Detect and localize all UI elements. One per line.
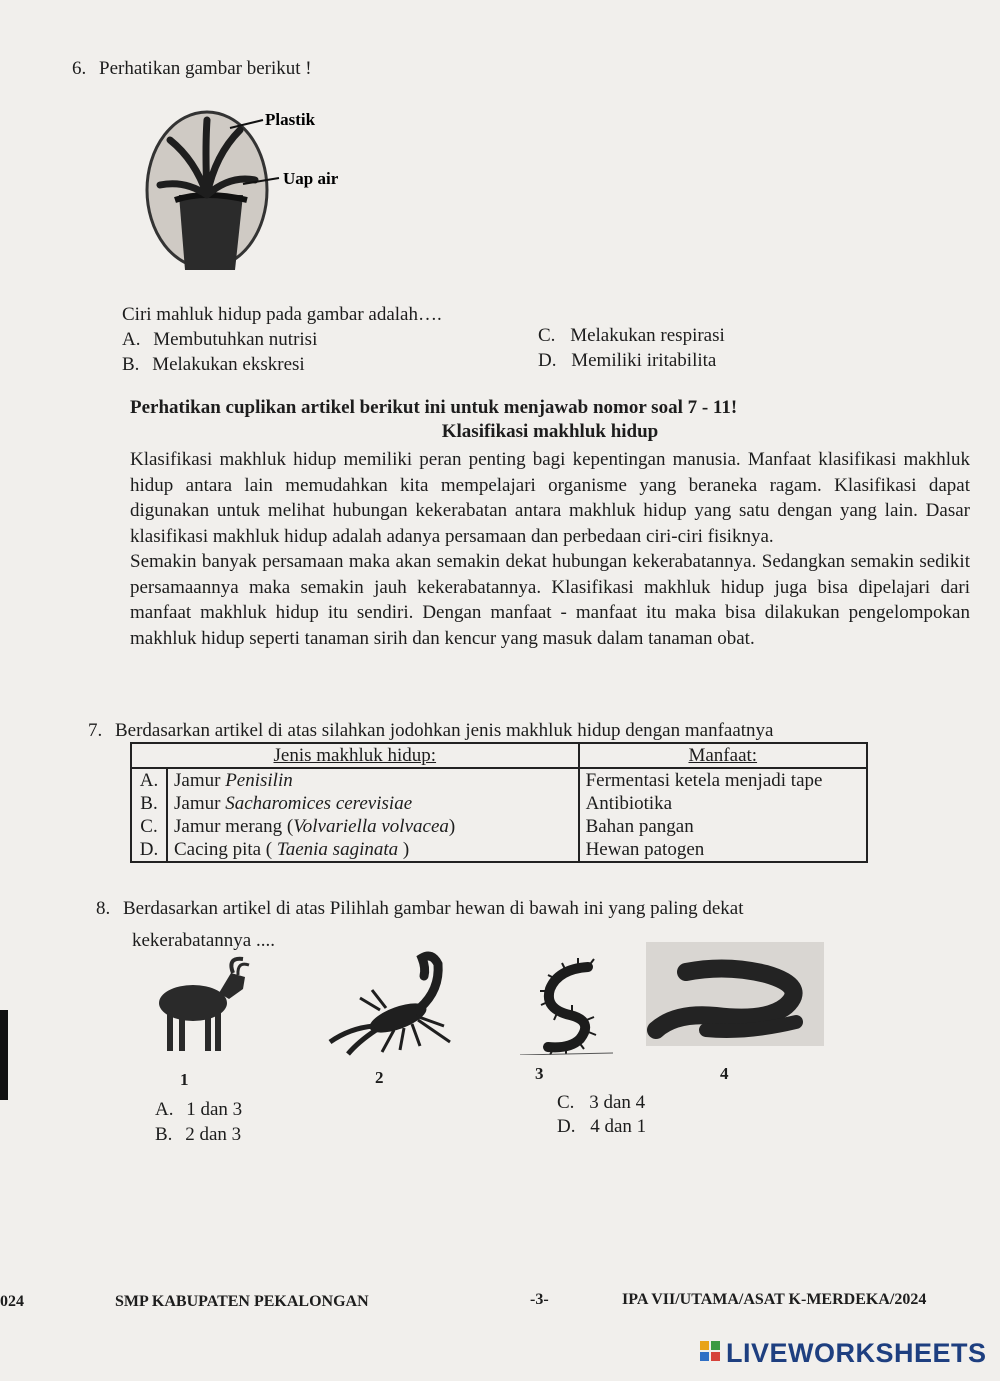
- image-number-1: 1: [180, 1070, 189, 1089]
- row-letter: C.: [131, 815, 167, 838]
- benefit-cell[interactable]: Hewan patogen: [579, 838, 867, 862]
- q6-number: 6.: [72, 58, 87, 79]
- col-jenis-header: Jenis makhluk hidup:: [131, 743, 579, 768]
- q8-number: 8.: [96, 898, 111, 919]
- q6-prompt: Perhatikan gambar berikut !: [99, 58, 312, 79]
- earthworm-image[interactable]: [646, 942, 824, 1046]
- scorpion-image[interactable]: [320, 950, 470, 1060]
- plant-in-bag-figure: [145, 100, 345, 280]
- option-text: Memiliki iritabilita: [571, 350, 717, 371]
- option-letter: C.: [538, 325, 556, 346]
- benefit-cell[interactable]: Bahan pangan: [579, 815, 867, 838]
- option-text: 2 dan 3: [185, 1124, 242, 1145]
- q6-option-d[interactable]: [538, 350, 716, 372]
- option-letter: A.: [122, 329, 141, 350]
- article-title: Klasifikasi makhluk hidup: [441, 421, 659, 442]
- organism-cell[interactable]: [167, 838, 579, 862]
- q8-option-a[interactable]: [155, 1099, 242, 1121]
- benefit-cell[interactable]: Fermentasi ketela menjadi tape: [579, 768, 867, 792]
- liveworksheets-logo[interactable]: [700, 1338, 987, 1370]
- table-row: [131, 815, 867, 838]
- q8-option-b[interactable]: [155, 1124, 241, 1146]
- goat-image[interactable]: [145, 955, 250, 1055]
- footer-page-number: -3-: [530, 1291, 549, 1308]
- article-body: [130, 447, 970, 651]
- q6-header: [72, 58, 312, 80]
- organism-name: Jamur: [174, 793, 226, 814]
- benefit-cell[interactable]: Antibiotika: [579, 792, 867, 815]
- footer-school: SMP KABUPATEN PEKALONGAN: [115, 1293, 369, 1310]
- organism-suffix: ): [448, 816, 456, 837]
- option-text: Membutuhkan nutrisi: [153, 329, 318, 350]
- option-letter: B.: [122, 354, 140, 375]
- organism-cell[interactable]: [167, 792, 579, 815]
- q6-option-b[interactable]: [122, 354, 305, 376]
- option-letter: D.: [557, 1116, 576, 1137]
- option-text: 3 dan 4: [589, 1092, 646, 1113]
- q8-question-line2: kekerabatannya ....: [132, 930, 275, 951]
- q8-header: [96, 898, 743, 920]
- option-text: 1 dan 3: [186, 1099, 243, 1120]
- q6-option-c[interactable]: [538, 325, 725, 347]
- organism-name: Jamur: [174, 770, 226, 791]
- table-row: [131, 838, 867, 862]
- footer-exam-code: IPA VII/UTAMA/ASAT K-MERDEKA/2024: [622, 1291, 927, 1308]
- organism-latin: Taenia saginata: [276, 839, 399, 860]
- q8-option-c[interactable]: [557, 1092, 645, 1114]
- q7-header: [88, 720, 773, 742]
- organism-suffix: ): [398, 839, 410, 860]
- option-text: 4 dan 1: [590, 1116, 647, 1137]
- centipede-image[interactable]: [518, 955, 618, 1055]
- scan-edge-shadow: [0, 1010, 8, 1100]
- col-manfaat-header: Manfaat:: [579, 743, 867, 768]
- row-letter: D.: [131, 838, 167, 862]
- organism-latin: Volvariella volvacea: [293, 816, 449, 837]
- organism-latin: Sacharomices cerevisiae: [225, 793, 413, 814]
- article-paragraph-1: Klasifikasi makhluk hidup memiliki peran penting bagi kepentingan manusia. Manfaat klasifikasi makhluk hidup antara lain memudahkan kita mempelajari organisme yang beraneka ragam. Klasifikasi dapat digunakan untuk melihat hubungan kekerabatan antara makhluk hidup yang satu dengan yang lain. Dasar klasifikasi makhluk hidup adalah adanya persamaan dan perbedaan ciri-ciri fisiknya.: [130, 449, 970, 547]
- q8-question-line1: Berdasarkan artikel di atas Pilihlah gambar hewan di bawah ini yang paling dekat: [123, 898, 744, 919]
- table-row: [131, 768, 867, 792]
- table-header-row: [131, 743, 867, 768]
- q6-question: Ciri mahluk hidup pada gambar adalah….: [122, 304, 442, 325]
- option-text: Melakukan respirasi: [570, 325, 725, 346]
- option-letter: D.: [538, 350, 557, 371]
- organism-cell[interactable]: [167, 768, 579, 792]
- organism-latin: Penisilin: [225, 770, 293, 791]
- organism-name: Jamur merang (: [174, 816, 294, 837]
- label-uap-air: Uap air: [283, 169, 339, 188]
- label-plastik: Plastik: [265, 110, 316, 129]
- row-letter: A.: [131, 768, 167, 792]
- option-letter: C.: [557, 1092, 575, 1113]
- matching-table: [130, 742, 868, 863]
- image-number-3: 3: [535, 1064, 544, 1083]
- q7-number: 7.: [88, 720, 103, 741]
- image-number-4: 4: [720, 1064, 729, 1083]
- option-letter: B.: [155, 1124, 173, 1145]
- table-row: [131, 792, 867, 815]
- q6-option-a[interactable]: [122, 329, 317, 351]
- row-letter: B.: [131, 792, 167, 815]
- footer-left-fragment: 024: [0, 1293, 24, 1310]
- liveworksheets-grid-icon: [700, 1339, 722, 1370]
- image-number-2: 2: [375, 1068, 384, 1087]
- q7-question: Berdasarkan artikel di atas silahkan jodohkan jenis makhluk hidup dengan manfaatnya: [115, 720, 774, 741]
- q8-option-d[interactable]: [557, 1116, 646, 1138]
- article-paragraph-2: Semakin banyak persamaan maka akan semakin dekat hubungan kekerabatannya. Sedangkan semakin sedikit persamaannya maka semakin jauh kekerabatannya. Klasifikasi makhluk hidup juga bisa dipelajari dari manfaat makhluk hidup itu sendiri. Dengan manfaat - manfaat itu maka bisa dilakukan pengelompokan makhluk hidup seperti tanaman sirih dan kencur yang masuk dalam tanaman obat.: [130, 551, 970, 649]
- option-letter: A.: [155, 1099, 174, 1120]
- organism-name: Cacing pita (: [174, 839, 277, 860]
- article-instruction: Perhatikan cuplikan artikel berikut ini untuk menjawab nomor soal 7 - 11!: [130, 397, 738, 418]
- option-text: Melakukan ekskresi: [152, 354, 305, 375]
- organism-cell[interactable]: [167, 815, 579, 838]
- liveworksheets-wordmark: LIVEWORKSHEETS: [726, 1338, 987, 1368]
